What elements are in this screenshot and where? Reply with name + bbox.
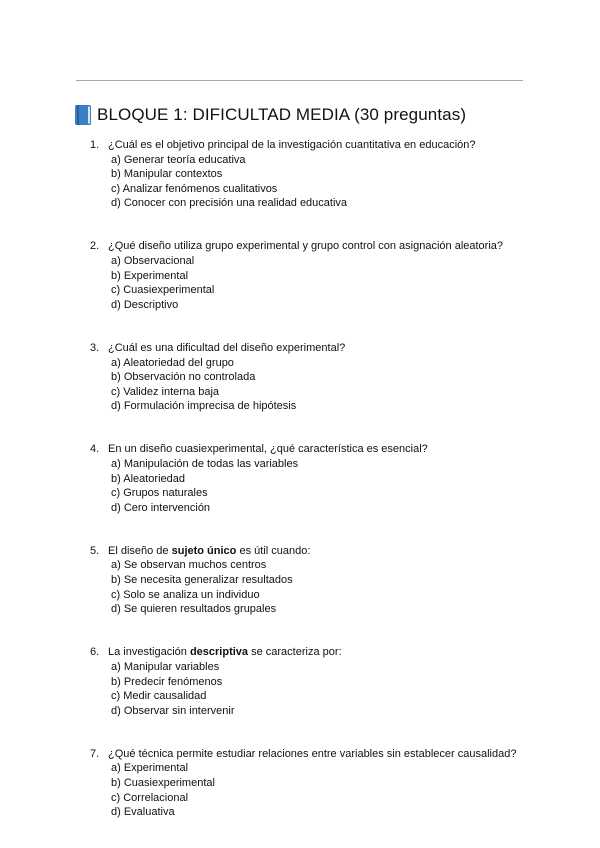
answer-option: c) Correlacional — [111, 791, 189, 804]
question-number: 3. — [90, 341, 100, 354]
question-text — [108, 138, 476, 153]
question-number: 2. — [90, 240, 100, 253]
answer-option: b) Cuasiexperimental — [111, 777, 215, 789]
question-text — [108, 239, 503, 254]
answer-options — [90, 660, 530, 718]
section-heading — [75, 104, 466, 126]
question-line — [90, 747, 530, 762]
question-text — [108, 544, 310, 559]
answer-option: b) Experimental — [111, 269, 189, 282]
answer-option: d) Cero intervención — [111, 501, 211, 514]
answer-options — [90, 356, 530, 414]
question-item — [90, 239, 530, 312]
question-text-start: En un diseño cuasiexperimental, ¿qué característica es esencial? — [108, 443, 428, 456]
question-number: 4. — [90, 443, 100, 456]
horizontal-rule — [76, 80, 523, 81]
question-text-start: ¿Cuál es el objetivo principal de la investigación cuantitativa en educación? — [108, 139, 476, 151]
question-item — [90, 341, 530, 414]
answer-option: a) Observacional — [111, 255, 195, 268]
answer-option: a) Generar teoría educativa — [111, 153, 246, 166]
question-number: 6. — [90, 646, 100, 659]
question-line — [90, 645, 530, 660]
blue-book-icon — [75, 105, 91, 125]
question-text — [108, 442, 428, 457]
question-text-start: ¿Cuál es una dificultad del diseño experimental? — [108, 341, 346, 354]
answer-option: c) Grupos naturales — [111, 487, 208, 500]
answer-options — [90, 457, 530, 515]
answer-options — [90, 153, 530, 211]
answer-options — [90, 558, 530, 616]
answer-option: d) Evaluativa — [111, 806, 175, 819]
answer-option: d) Se quieren resultados grupales — [111, 603, 277, 616]
answer-option: c) Medir causalidad — [111, 690, 207, 703]
question-item — [90, 442, 530, 515]
question-number: 1. — [90, 139, 100, 151]
question-text — [108, 341, 345, 356]
answer-option: a) Experimental — [111, 762, 189, 775]
answer-option: c) Solo se analiza un individuo — [111, 588, 260, 601]
question-item — [90, 645, 530, 718]
section-title: BLOQUE 1: DIFICULTAD MEDIA (30 preguntas) — [97, 105, 467, 124]
question-item — [90, 138, 530, 211]
answer-option: c) Cuasiexperimental — [111, 284, 215, 297]
question-list — [90, 138, 530, 848]
answer-options — [90, 761, 530, 819]
answer-options — [90, 254, 530, 312]
answer-option: b) Manipular contextos — [111, 168, 223, 181]
answer-option: a) Se observan muchos centros — [111, 559, 267, 572]
answer-option: b) Predecir fenómenos — [111, 675, 223, 688]
question-line — [90, 138, 530, 153]
answer-option: a) Manipular variables — [111, 660, 220, 673]
question-text — [108, 747, 516, 762]
answer-option: a) Manipulación de todas las variables — [111, 458, 299, 470]
answer-option: a) Aleatoriedad del grupo — [111, 356, 234, 369]
question-item — [90, 747, 530, 820]
question-line — [90, 341, 530, 356]
question-number: 7. — [90, 747, 100, 760]
question-text-start: ¿Qué diseño utiliza grupo experimental y grupo control con asignación aleatoria? — [108, 240, 504, 253]
question-item — [90, 544, 530, 617]
question-text — [108, 645, 342, 660]
question-text-start: La investigación — [108, 646, 190, 659]
question-emphasis: descriptiva — [189, 646, 249, 659]
answer-option: c) Validez interna baja — [111, 385, 220, 398]
answer-option: d) Observar sin intervenir — [111, 704, 235, 717]
answer-option: d) Conocer con precisión una realidad educativa — [111, 197, 348, 210]
question-text-end: se caracteriza por: — [248, 646, 342, 659]
question-text-start: ¿Qué técnica permite estudiar relaciones entre variables sin establecer causalidad? — [108, 747, 517, 760]
question-line — [90, 544, 530, 559]
question-number: 5. — [90, 544, 100, 557]
question-line — [90, 239, 530, 254]
answer-option: c) Analizar fenómenos cualitativos — [111, 182, 278, 195]
answer-option: d) Formulación imprecisa de hipótesis — [111, 400, 297, 413]
answer-option: b) Se necesita generalizar resultados — [111, 574, 293, 587]
question-emphasis: sujeto único — [171, 544, 237, 557]
answer-option: b) Observación no controlada — [111, 371, 256, 384]
answer-option: b) Aleatoriedad — [111, 472, 185, 485]
question-text-end: es útil cuando: — [236, 544, 311, 557]
question-line — [90, 442, 530, 457]
answer-option: d) Descriptivo — [111, 298, 179, 311]
question-text-start: El diseño de — [108, 544, 172, 557]
